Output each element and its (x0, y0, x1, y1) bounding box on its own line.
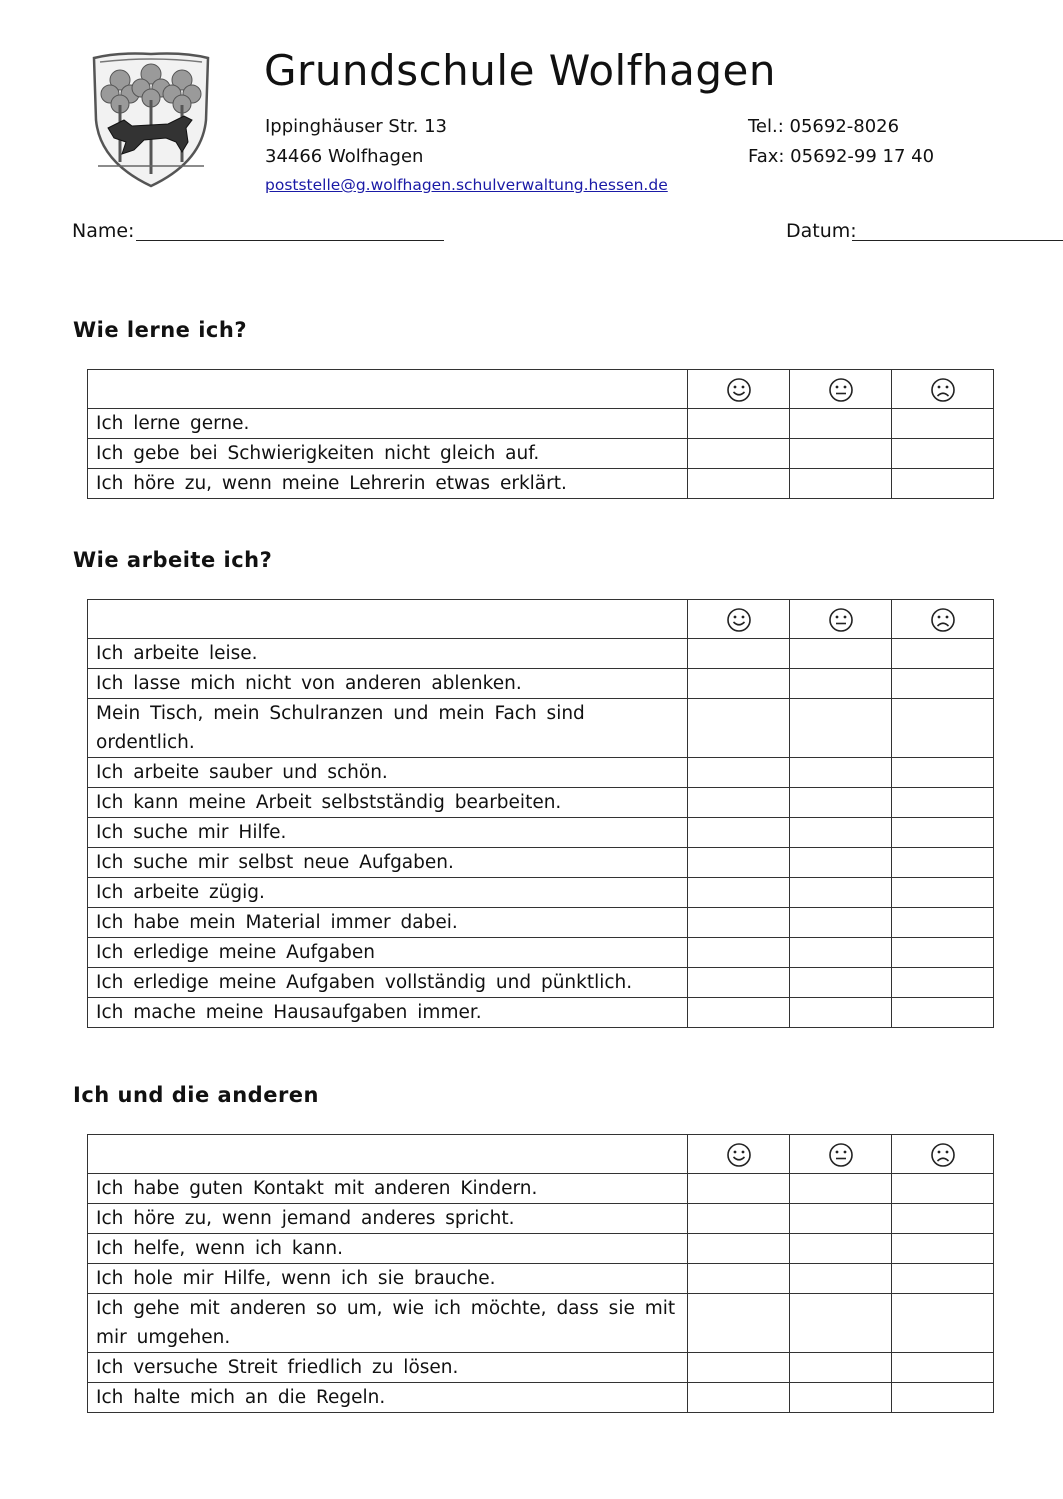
statement-cell: Ich habe guten Kontakt mit anderen Kindern. (88, 1174, 688, 1204)
rating-cell-sad[interactable] (892, 1383, 994, 1413)
rating-cell-neutral[interactable] (790, 818, 892, 848)
rating-cell-neutral[interactable] (790, 439, 892, 469)
rating-cell-sad[interactable] (892, 998, 994, 1028)
table-row (88, 1204, 994, 1234)
header-rating-cell (688, 600, 790, 639)
smiley-sad-icon (930, 377, 956, 403)
rating-cell-neutral[interactable] (790, 1383, 892, 1413)
school-email-link[interactable]: poststelle@g.wolfhagen.schulverwaltung.hessen.de (265, 176, 668, 194)
statement-cell: Ich arbeite sauber und schön. (88, 758, 688, 788)
table-row (88, 469, 994, 499)
header-rating-cell (688, 1135, 790, 1174)
rating-cell-happy[interactable] (688, 878, 790, 908)
rating-cell-neutral[interactable] (790, 998, 892, 1028)
rating-cell-sad[interactable] (892, 639, 994, 669)
table-row (88, 848, 994, 878)
header-rating-cell (790, 600, 892, 639)
rating-cell-sad[interactable] (892, 1264, 994, 1294)
rating-cell-neutral[interactable] (790, 639, 892, 669)
table-row (88, 699, 994, 758)
statement-cell: Mein Tisch, mein Schulranzen und mein Fach sind ordentlich. (88, 699, 688, 758)
table-header-row (88, 1135, 994, 1174)
rating-cell-sad[interactable] (892, 669, 994, 699)
statement-cell: Ich kann meine Arbeit selbstständig bearbeiten. (88, 788, 688, 818)
rating-cell-neutral[interactable] (790, 1174, 892, 1204)
rating-cell-neutral[interactable] (790, 938, 892, 968)
smiley-happy-icon (726, 607, 752, 633)
table-row (88, 788, 994, 818)
rating-cell-happy[interactable] (688, 788, 790, 818)
table-header-row (88, 370, 994, 409)
table-row (88, 878, 994, 908)
table-row (88, 1383, 994, 1413)
rating-cell-happy[interactable] (688, 1353, 790, 1383)
rating-cell-sad[interactable] (892, 848, 994, 878)
rating-cell-happy[interactable] (688, 1383, 790, 1413)
header-rating-cell (790, 370, 892, 409)
rating-cell-happy[interactable] (688, 699, 790, 758)
header-rating-cell (892, 370, 994, 409)
date-field[interactable] (852, 240, 1063, 241)
smiley-neutral-icon (828, 607, 854, 633)
rating-cell-sad[interactable] (892, 938, 994, 968)
rating-cell-neutral[interactable] (790, 848, 892, 878)
rating-cell-sad[interactable] (892, 1294, 994, 1353)
statement-cell: Ich arbeite zügig. (88, 878, 688, 908)
section-title-learning: Wie lerne ich? (73, 318, 247, 342)
rating-cell-sad[interactable] (892, 788, 994, 818)
table-row (88, 818, 994, 848)
header-rating-cell (892, 1135, 994, 1174)
date-label: Datum: (786, 220, 857, 242)
table-row (88, 908, 994, 938)
rating-cell-sad[interactable] (892, 908, 994, 938)
rating-cell-happy[interactable] (688, 1204, 790, 1234)
rating-cell-happy[interactable] (688, 409, 790, 439)
rating-cell-happy[interactable] (688, 1294, 790, 1353)
rating-cell-happy[interactable] (688, 758, 790, 788)
rating-cell-neutral[interactable] (790, 669, 892, 699)
rating-cell-happy[interactable] (688, 639, 790, 669)
rating-cell-neutral[interactable] (790, 968, 892, 998)
rating-cell-happy[interactable] (688, 1264, 790, 1294)
rating-cell-sad[interactable] (892, 1353, 994, 1383)
table-row (88, 439, 994, 469)
statement-cell: Ich helfe, wenn ich kann. (88, 1234, 688, 1264)
header-blank-cell (88, 370, 688, 409)
header-rating-cell (790, 1135, 892, 1174)
rating-cell-sad[interactable] (892, 409, 994, 439)
smiley-happy-icon (726, 1142, 752, 1168)
statement-cell: Ich höre zu, wenn jemand anderes spricht. (88, 1204, 688, 1234)
rating-cell-happy[interactable] (688, 908, 790, 938)
rating-cell-neutral[interactable] (790, 908, 892, 938)
rating-cell-neutral[interactable] (790, 1353, 892, 1383)
rating-cell-neutral[interactable] (790, 699, 892, 758)
rating-cell-happy[interactable] (688, 818, 790, 848)
rating-table-working (87, 599, 994, 1028)
smiley-neutral-icon (828, 1142, 854, 1168)
table-row (88, 1174, 994, 1204)
header-rating-cell (688, 370, 790, 409)
rating-cell-happy[interactable] (688, 669, 790, 699)
rating-cell-neutral[interactable] (790, 758, 892, 788)
school-city: 34466 Wolfhagen (265, 146, 424, 167)
rating-cell-happy[interactable] (688, 1234, 790, 1264)
coat-of-arms-icon (88, 50, 214, 188)
name-field[interactable] (136, 240, 444, 241)
rating-cell-happy[interactable] (688, 968, 790, 998)
table-row (88, 968, 994, 998)
statement-cell: Ich höre zu, wenn meine Lehrerin etwas erklärt. (88, 469, 688, 499)
rating-cell-sad[interactable] (892, 699, 994, 758)
rating-cell-neutral[interactable] (790, 1264, 892, 1294)
smiley-neutral-icon (828, 377, 854, 403)
rating-cell-happy[interactable] (688, 848, 790, 878)
table-row (88, 998, 994, 1028)
smiley-sad-icon (930, 607, 956, 633)
table-row (88, 669, 994, 699)
rating-cell-happy[interactable] (688, 938, 790, 968)
rating-cell-neutral[interactable] (790, 469, 892, 499)
smiley-sad-icon (930, 1142, 956, 1168)
rating-cell-sad[interactable] (892, 439, 994, 469)
rating-cell-sad[interactable] (892, 469, 994, 499)
statement-cell: Ich erledige meine Aufgaben (88, 938, 688, 968)
statement-cell: Ich lasse mich nicht von anderen ablenken. (88, 669, 688, 699)
rating-cell-sad[interactable] (892, 1204, 994, 1234)
rating-cell-happy[interactable] (688, 998, 790, 1028)
section-title-working: Wie arbeite ich? (73, 548, 273, 572)
rating-cell-neutral[interactable] (790, 1294, 892, 1353)
statement-cell: Ich mache meine Hausaufgaben immer. (88, 998, 688, 1028)
rating-cell-sad[interactable] (892, 1234, 994, 1264)
table-row (88, 1264, 994, 1294)
header-blank-cell (88, 1135, 688, 1174)
header-rating-cell (892, 600, 994, 639)
statement-cell: Ich versuche Streit friedlich zu lösen. (88, 1353, 688, 1383)
statement-cell: Ich suche mir selbst neue Aufgaben. (88, 848, 688, 878)
statement-cell: Ich lerne gerne. (88, 409, 688, 439)
smiley-happy-icon (726, 377, 752, 403)
school-fax: Fax: 05692-99 17 40 (748, 146, 935, 167)
statement-cell: Ich gebe bei Schwierigkeiten nicht gleich auf. (88, 439, 688, 469)
header-blank-cell (88, 600, 688, 639)
rating-cell-sad[interactable] (892, 1174, 994, 1204)
rating-table-social (87, 1134, 994, 1413)
school-name: Grundschule Wolfhagen (264, 46, 776, 95)
table-row (88, 1294, 994, 1353)
rating-cell-neutral[interactable] (790, 1234, 892, 1264)
statement-cell: Ich arbeite leise. (88, 639, 688, 669)
rating-cell-neutral[interactable] (790, 409, 892, 439)
rating-table-learning (87, 369, 994, 499)
statement-cell: Ich erledige meine Aufgaben vollständig und pünktlich. (88, 968, 688, 998)
table-row (88, 1234, 994, 1264)
statement-cell: Ich halte mich an die Regeln. (88, 1383, 688, 1413)
statement-cell: Ich habe mein Material immer dabei. (88, 908, 688, 938)
name-label: Name: (72, 220, 135, 242)
table-row (88, 409, 994, 439)
rating-cell-sad[interactable] (892, 878, 994, 908)
rating-cell-happy[interactable] (688, 469, 790, 499)
statement-cell: Ich gehe mit anderen so um, wie ich möchte, dass sie mit mir umgehen. (88, 1294, 688, 1353)
rating-cell-sad[interactable] (892, 818, 994, 848)
table-row (88, 938, 994, 968)
section-title-social: Ich und die anderen (73, 1083, 319, 1107)
rating-cell-neutral[interactable] (790, 878, 892, 908)
rating-cell-happy[interactable] (688, 1174, 790, 1204)
statement-cell: Ich hole mir Hilfe, wenn ich sie brauche. (88, 1264, 688, 1294)
table-header-row (88, 600, 994, 639)
school-street: Ippinghäuser Str. 13 (265, 116, 447, 137)
rating-cell-neutral[interactable] (790, 1204, 892, 1234)
table-row (88, 639, 994, 669)
statement-cell: Ich suche mir Hilfe. (88, 818, 688, 848)
school-phone: Tel.: 05692-8026 (748, 116, 900, 137)
rating-cell-sad[interactable] (892, 758, 994, 788)
table-row (88, 758, 994, 788)
table-row (88, 1353, 994, 1383)
rating-cell-sad[interactable] (892, 968, 994, 998)
rating-cell-happy[interactable] (688, 439, 790, 469)
rating-cell-neutral[interactable] (790, 788, 892, 818)
